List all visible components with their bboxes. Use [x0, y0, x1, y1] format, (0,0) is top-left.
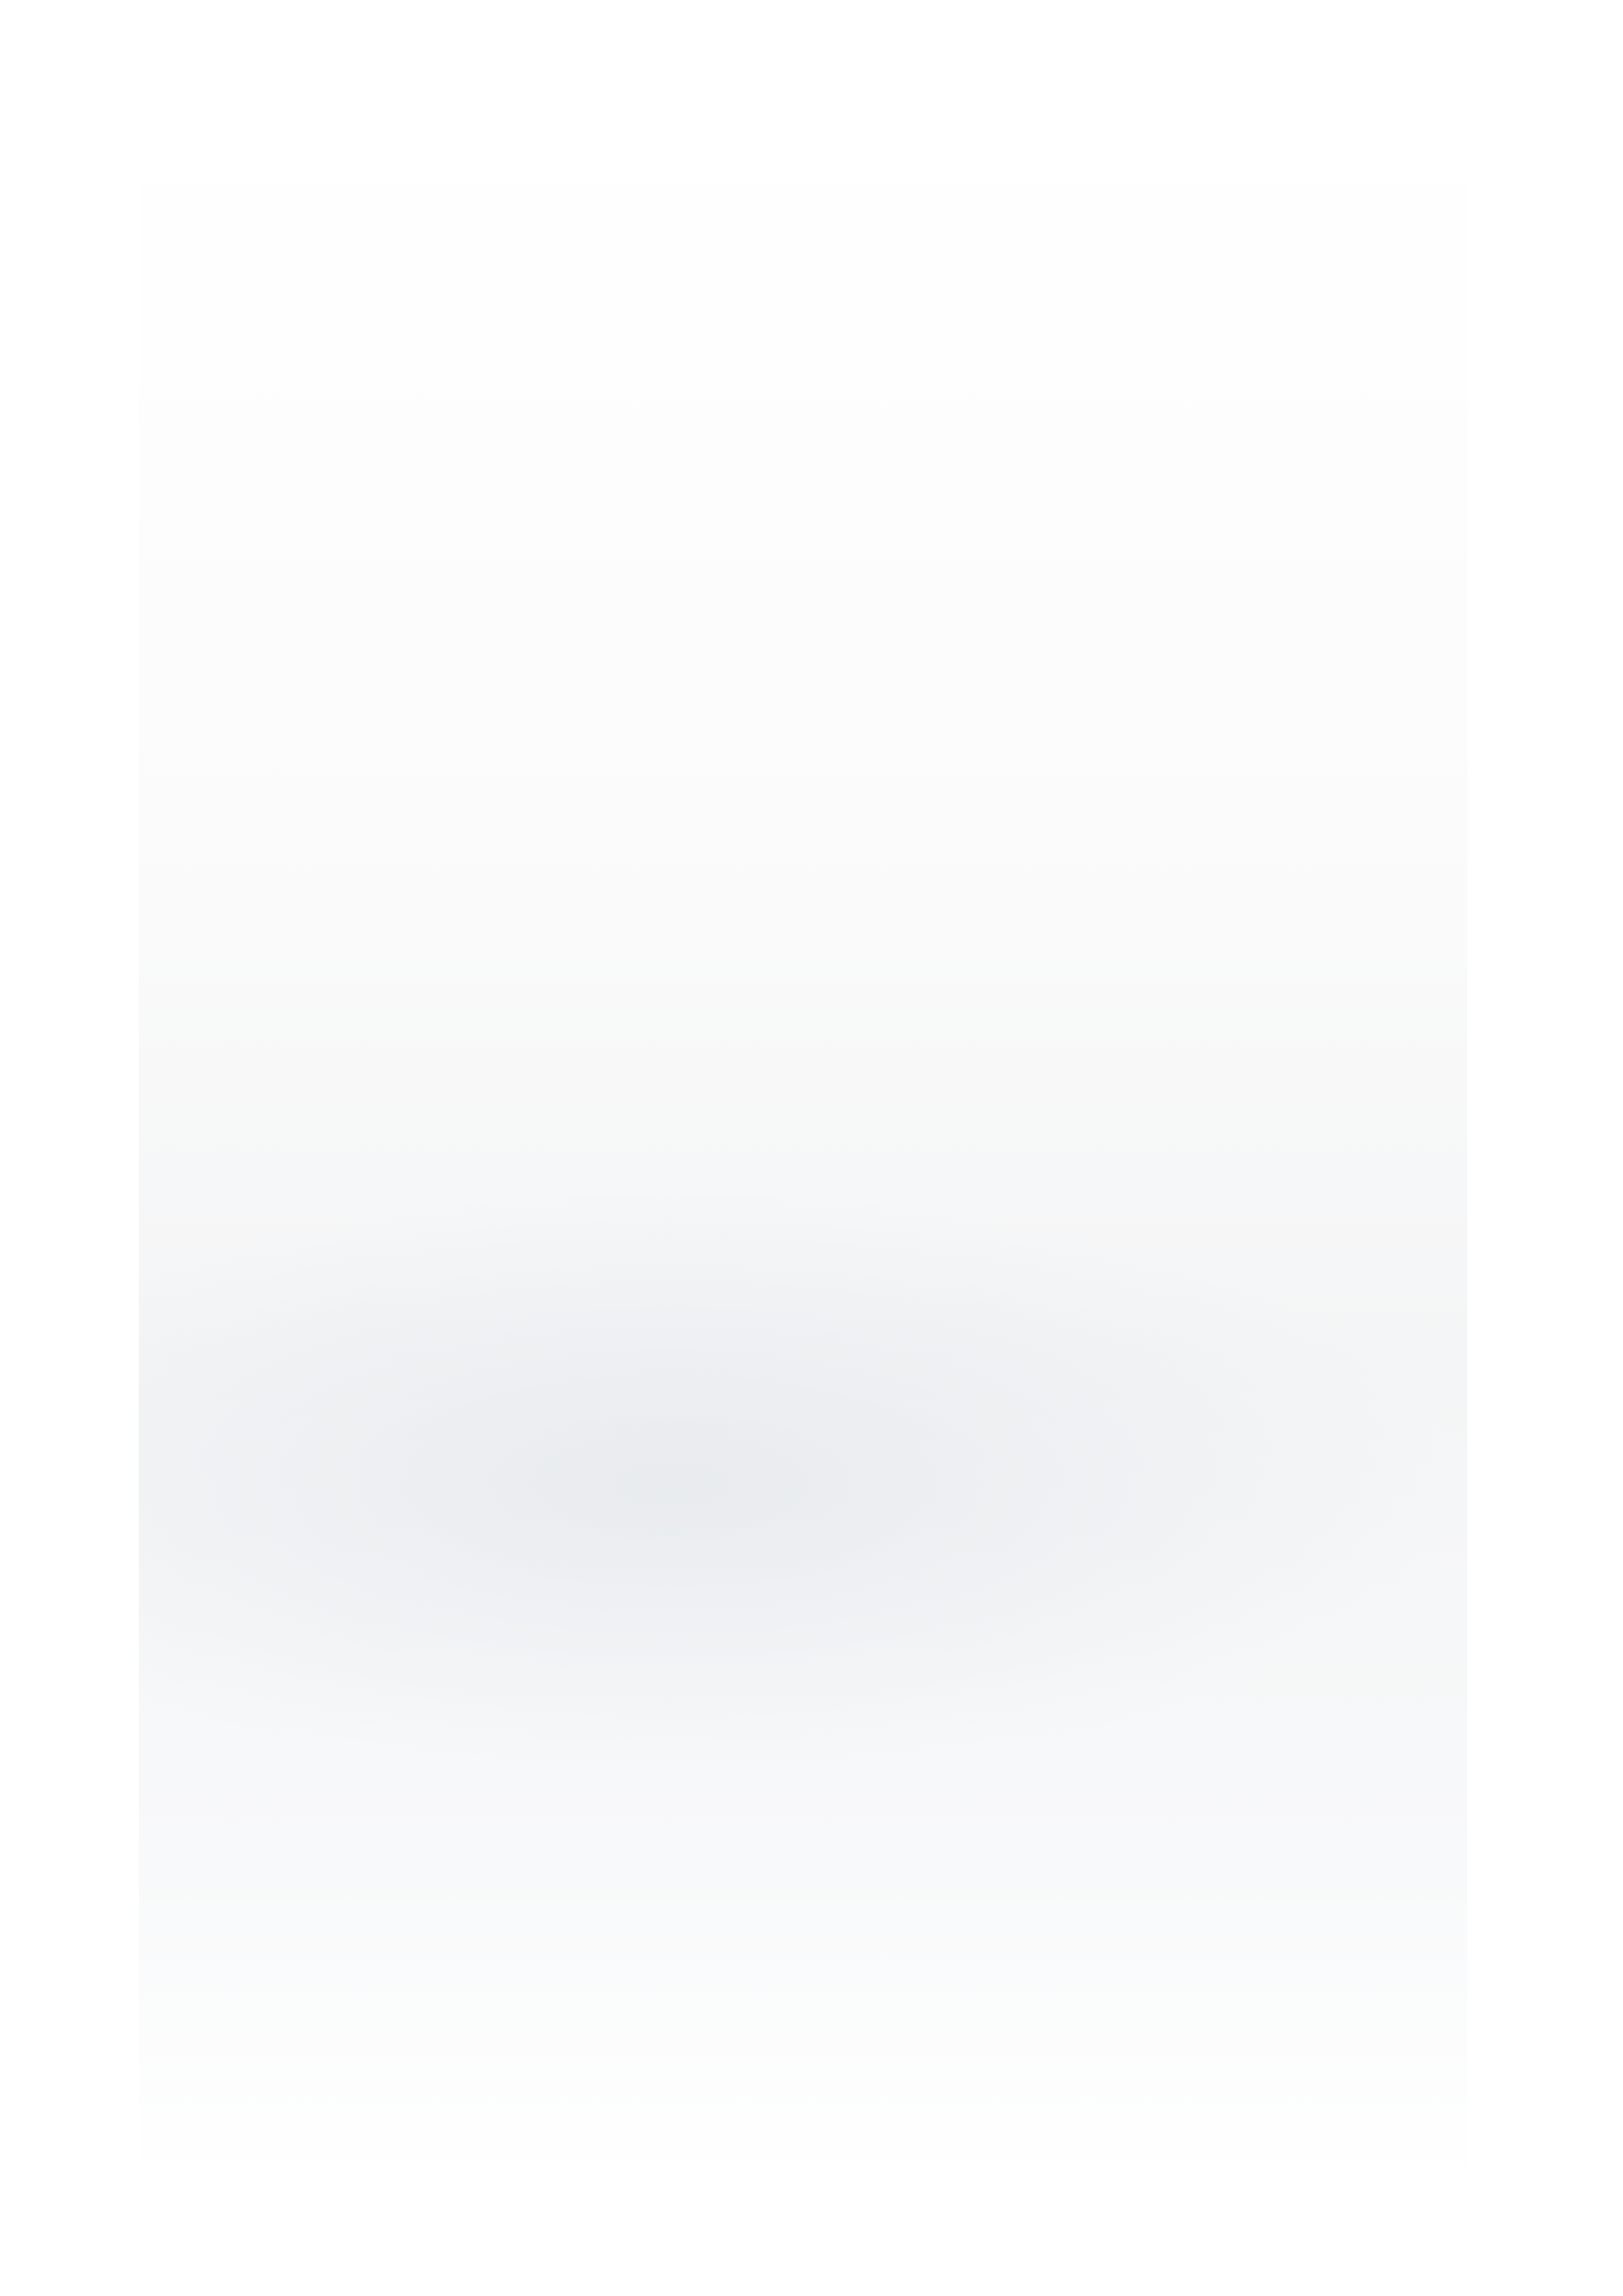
document-page	[139, 110, 1467, 2184]
table-of-contents	[260, 233, 1345, 238]
